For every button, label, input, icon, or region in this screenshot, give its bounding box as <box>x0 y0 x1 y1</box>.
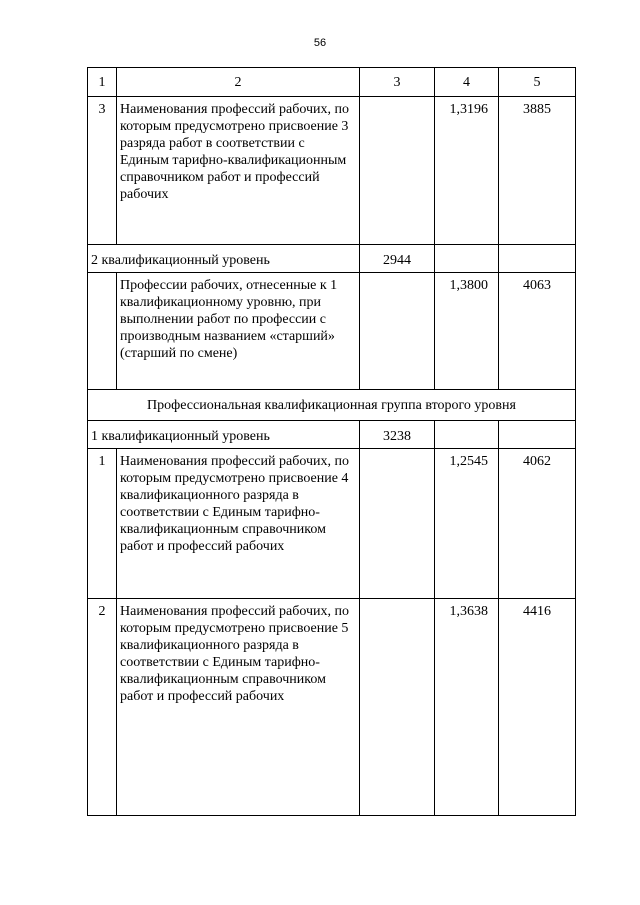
coefficient: 1,2545 <box>435 449 499 599</box>
empty-cell <box>499 245 576 273</box>
profession-name: Наименования профессий рабочих, по которым предусмотрено присвоение 5 квалификационного разряда в соответствии с Единым тарифно-квалификационным справочником работ и профессий рабочих <box>117 599 360 816</box>
header-cell-3: 3 <box>360 68 435 97</box>
level-base-salary: 2944 <box>360 245 435 273</box>
row-number: 3 <box>88 97 117 245</box>
table-header-row <box>88 68 576 97</box>
empty-cell <box>435 421 499 449</box>
profession-name: Профессии рабочих, отнесенные к 1 квалификационному уровню, при выполнении работ по профессии с производным названием «старший» (старший по смене) <box>117 273 360 390</box>
profession-name: Наименования профессий рабочих, по которым предусмотрено присвоение 4 квалификационного разряда в соответствии с Единым тарифно-квалификационным справочником работ и профессий рабочих <box>117 449 360 599</box>
table-row <box>88 449 576 599</box>
coefficient: 1,3800 <box>435 273 499 390</box>
row-number: 2 <box>88 599 117 816</box>
level-label: 1 квалификационный уровень <box>88 421 360 449</box>
group-title: Профессиональная квалификационная группа второго уровня <box>88 390 576 421</box>
base-salary-cell <box>360 97 435 245</box>
salary: 3885 <box>499 97 576 245</box>
page-number: 56 <box>313 37 327 49</box>
salary: 4062 <box>499 449 576 599</box>
level-base-salary: 3238 <box>360 421 435 449</box>
table-row <box>88 97 576 245</box>
header-cell-1: 1 <box>88 68 117 97</box>
row-number: 1 <box>88 449 117 599</box>
level-label: 2 квалификационный уровень <box>88 245 360 273</box>
salary: 4063 <box>499 273 576 390</box>
header-cell-5: 5 <box>499 68 576 97</box>
coefficient: 1,3196 <box>435 97 499 245</box>
group-row <box>88 390 576 421</box>
base-salary-cell <box>360 449 435 599</box>
base-salary-cell <box>360 599 435 816</box>
salary: 4416 <box>499 599 576 816</box>
header-cell-4: 4 <box>435 68 499 97</box>
base-salary-cell <box>360 273 435 390</box>
table-row <box>88 599 576 816</box>
table-row <box>88 273 576 390</box>
row-number <box>88 273 117 390</box>
empty-cell <box>499 421 576 449</box>
empty-cell <box>435 245 499 273</box>
header-cell-2: 2 <box>117 68 360 97</box>
coefficient: 1,3638 <box>435 599 499 816</box>
qualification-table <box>87 67 576 816</box>
profession-name: Наименования профессий рабочих, по которым предусмотрено присвоение 3 разряда работ в соответствии с Единым тарифно-квалификационным справочником работ и профессий рабочих <box>117 97 360 245</box>
level-row <box>88 245 576 273</box>
level-row <box>88 421 576 449</box>
